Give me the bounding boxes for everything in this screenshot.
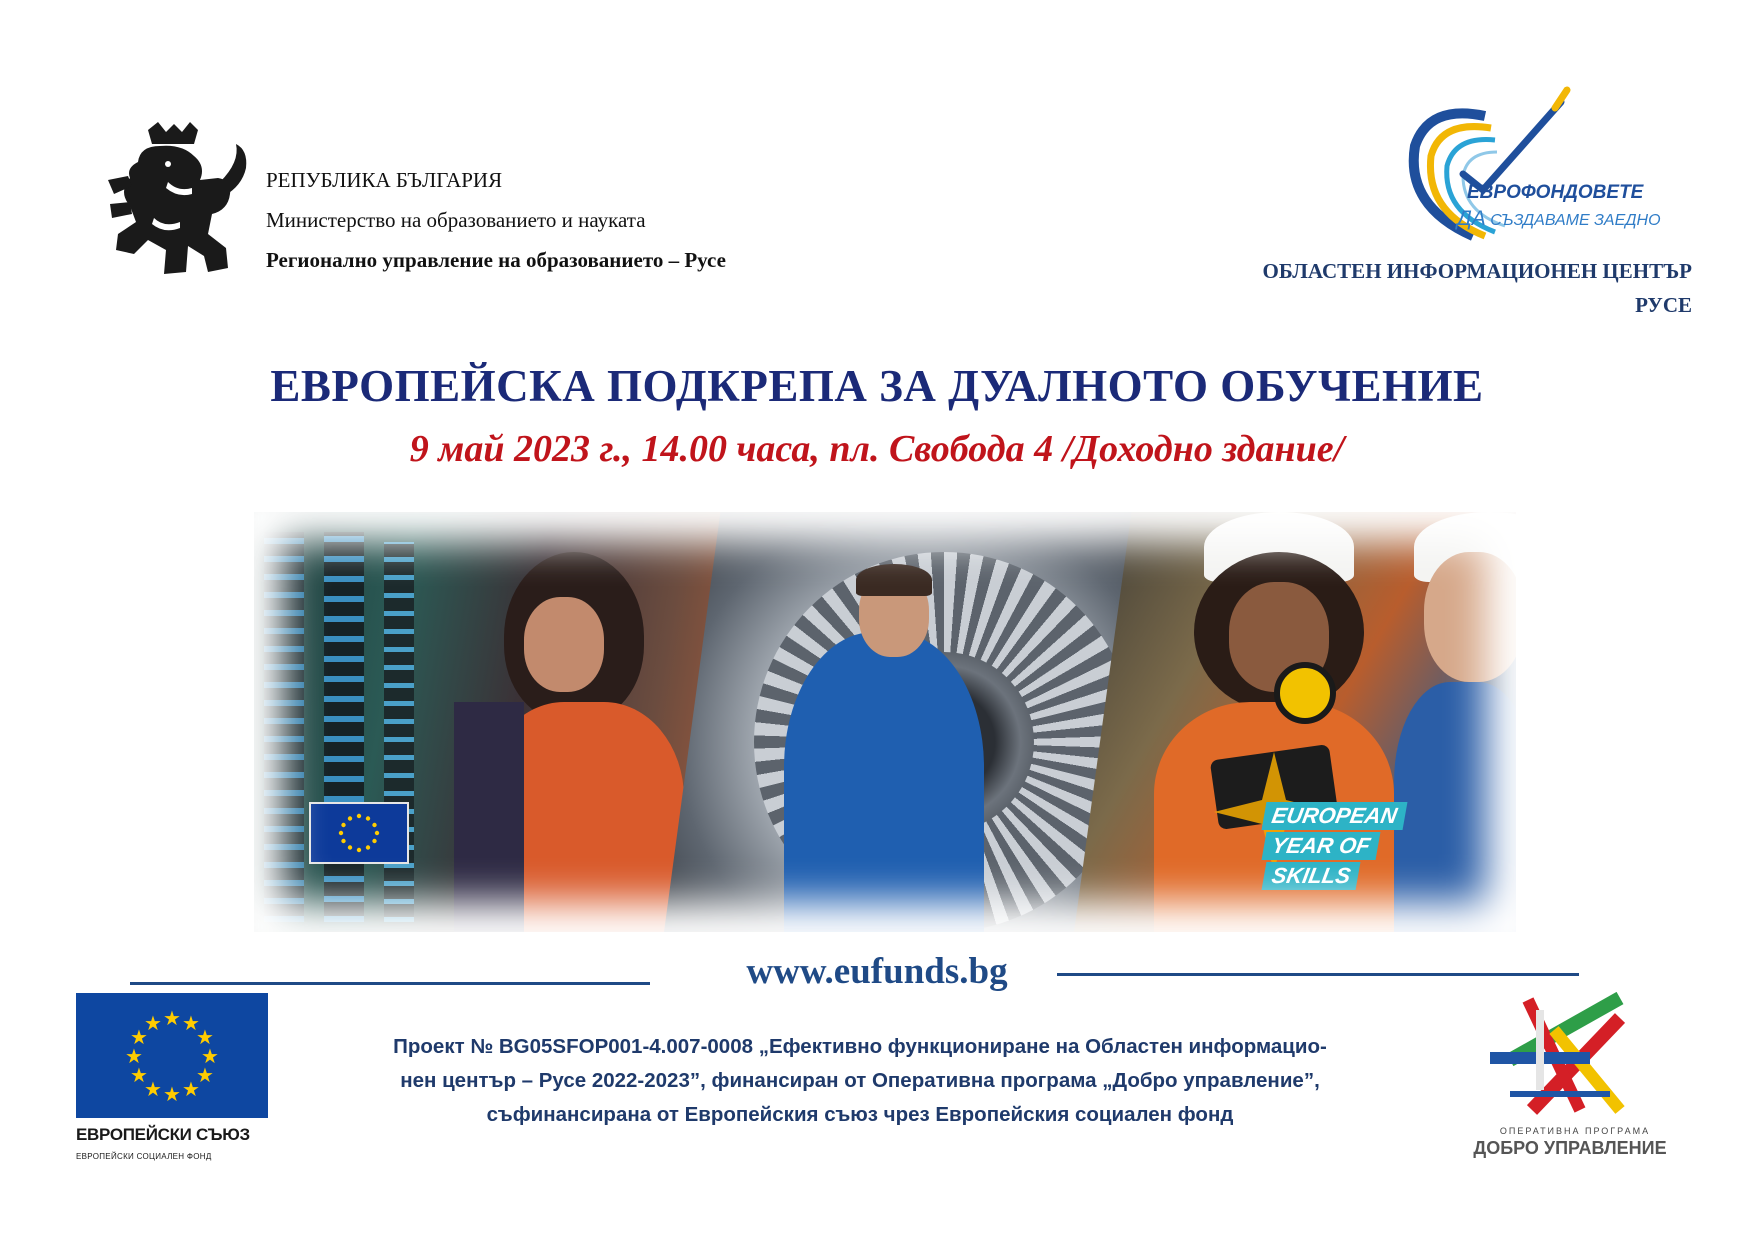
eu-mini-flag-icon — [309, 802, 409, 864]
server-rack-shape — [264, 532, 304, 922]
svg-text:★: ★ — [182, 1077, 200, 1101]
photo-panel-server-technician — [254, 512, 724, 932]
badge-line-1: EUROPEAN — [1262, 802, 1408, 830]
info-center-title: ОБЛАСТЕН ИНФОРМАЦИОНЕН ЦЕНТЪР — [1262, 259, 1692, 283]
good-governance-label: ДОБРО УПРАВЛЕНИЕ — [1473, 1138, 1667, 1158]
svg-text:★: ★ — [163, 1006, 181, 1030]
eu-flag-icon — [76, 993, 268, 1118]
european-year-of-skills-badge — [1264, 802, 1405, 892]
svg-text:★: ★ — [125, 1044, 143, 1068]
event-details: 9 май 2023 г., 14.00 часа, пл. Свобода 4 /Доходно здание/ — [409, 428, 1345, 470]
svg-text:★: ★ — [182, 1011, 200, 1035]
svg-text:★: ★ — [144, 1077, 162, 1101]
republic-label: РЕПУБЛИКА БЪЛГАРИЯ — [266, 168, 503, 192]
worker-body-shape — [784, 632, 984, 932]
ear-muff-icon — [1274, 662, 1336, 724]
event-title: ЕВРОПЕЙСКА ПОДКРЕПА ЗА ДУАЛНОТО ОБУЧЕНИЕ — [270, 361, 1484, 411]
person-jacket-shape — [454, 702, 524, 932]
regional-office-label: Регионално управление на образованието – Русе — [266, 248, 726, 272]
eu-stars-icon — [311, 804, 407, 862]
photo-panel-turbine-engineer — [664, 512, 1134, 932]
svg-text:★: ★ — [130, 1025, 148, 1049]
svg-text:★: ★ — [163, 1082, 181, 1106]
skills-photo-collage — [254, 512, 1516, 932]
eurofunds-logo — [1395, 86, 1675, 246]
coat-of-arms-icon — [108, 122, 248, 282]
project-line-1: Проект № BG05SFOP001-4.007-0008 „Ефективно функциониране на Областен информацио- — [393, 1035, 1327, 1058]
badge-line-3: SKILLS — [1262, 862, 1361, 890]
eurofunds-tagline-rest: СЪЗДАВАМЕ ЗАЕДНО — [1490, 212, 1661, 229]
eu-stars-circle-icon — [76, 993, 268, 1118]
project-line-3: съфинансирана от Европейския съюз чрез Европейския социален фонд — [486, 1103, 1234, 1126]
svg-text:★: ★ — [130, 1063, 148, 1087]
info-center-block — [1052, 254, 1692, 322]
person-face-shape — [524, 597, 604, 692]
person-face-shape — [1424, 552, 1516, 682]
good-governance-top-label: ОПЕРАТИВНА ПРОГРАМА — [1499, 1126, 1651, 1136]
blue-uniform-shape — [1394, 682, 1516, 932]
ministry-label: Министерство на образованието и науката — [266, 208, 646, 232]
worker-hair-shape — [856, 564, 932, 596]
eurofunds-wordmark: ЕВРОФОНДОВЕТЕ — [1467, 182, 1644, 203]
website-link[interactable]: www.eufunds.bg — [746, 951, 1008, 992]
eurofunds-tagline-da: ДА — [1457, 207, 1486, 230]
svg-text:★: ★ — [196, 1025, 214, 1049]
ministry-block — [266, 160, 886, 280]
svg-text:★: ★ — [144, 1011, 162, 1035]
project-line-2: нен център – Русе 2022-2023”, финансиран от Оперативна програма „Добро управление”, — [400, 1069, 1320, 1092]
eu-sublabel: ЕВРОПЕЙСКИ СОЦИАЛЕН ФОНД — [76, 1152, 212, 1161]
project-description — [280, 1030, 1440, 1132]
info-center-city: РУСЕ — [1635, 293, 1692, 317]
eurofunds-tagline — [1457, 207, 1661, 231]
svg-text:★: ★ — [201, 1044, 219, 1068]
eu-label: ЕВРОПЕЙСКИ СЪЮЗ — [76, 1125, 250, 1144]
svg-text:★: ★ — [196, 1063, 214, 1087]
badge-line-2: YEAR OF — [1262, 832, 1381, 860]
